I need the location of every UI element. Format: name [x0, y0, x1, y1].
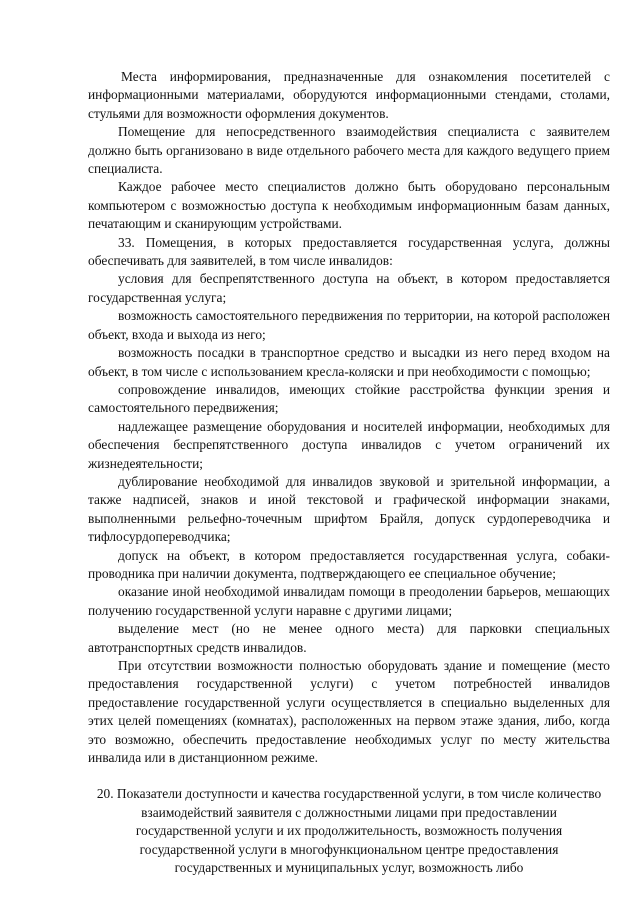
- list-item-duplication: дублирование необходимой для инвалидов звуковой и зрительной информации, а также надписей, знаков и иной текстовой и графической информации знаками, выполненными рельефно-точечным шрифтом Брайля, допуск сурдопереводчика и тифлосурдопереводчика;: [88, 473, 610, 545]
- paragraph-item-33: 33. Помещения, в которых предоставляется государственная услуга, должны обеспечивать для заявителей, в том числе инвалидов:: [88, 234, 610, 269]
- list-item-equipment-placement: надлежащее размещение оборудования и носителей информации, необходимых для обеспечения беспрепятственного доступа инвалидов с учетом ограничений их жизнедеятельности;: [88, 418, 610, 471]
- list-item-guide-dog: допуск на объект, в котором предоставляется государственная услуга, собаки-проводника при наличии документа, подтверждающего ее специальное обучение;: [88, 547, 610, 581]
- paragraph-alternative: При отсутствии возможности полностью оборудовать здание и помещение (место предоставления государственной услуги) с учетом потребностей инвалидов предоставление государственной услуги осуществляется в специально выделенных для этих целей помещениях (комнатах), расположенных на первом этаже здания, либо, когда это возможно, обеспечить предоставление необходимых услуг по месту жительства инвалида или в дистанционном режиме.: [88, 658, 610, 766]
- list-item-movement: возможность самостоятельного передвижения по территории, на которой расположен объект, входа и выхода из него;: [88, 308, 610, 342]
- paragraph-workplace: Каждое рабочее место специалистов должно быть оборудовано персональным компьютером с возможностью доступа к необходимым информационным базам данных, печатающим и сканирующим устройствами.: [88, 179, 610, 232]
- list-item-escort: сопровождение инвалидов, имеющих стойкие расстройства функции зрения и самостоятельного передвижения;: [88, 381, 610, 416]
- paragraph-info-places: Места информирования, предназначенные для ознакомления посетителей с информационными материалами, оборудуются информационными стендами, столами, стульями для возможности оформления документов.: [88, 69, 610, 121]
- paragraph-interaction-room: Помещение для непосредственного взаимодействия специалиста с заявителем должно быть организовано в виде отдельного рабочего места для каждого ведущего прием специалиста.: [88, 124, 610, 177]
- list-item-parking: выделение мест (но не менее одного места) для парковки специальных автотранспортных средств инвалидов.: [88, 621, 610, 655]
- list-item-other-help: оказание иной необходимой инвалидам помощи в преодолении барьеров, мешающих получению государственной услуги наравне с другими лицами;: [88, 584, 610, 618]
- section-heading-20: 20. Показатели доступности и качества государственной услуги, в том числе количество взаимодействий заявителя с должностными лицами при предоставлении государственной услуги и их продолжительность, возможность получения государственной услуги в многофункциональном центре предоставления государственных и муниципальных услуг, возможность либо: [96, 786, 602, 876]
- list-item-boarding: возможность посадки в транспортное средство и высадки из него перед входом на объект, в том числе с использованием кресла-коляски и при необходимости с помощью;: [88, 345, 610, 379]
- list-item-access-conditions: условия для беспрепятственного доступа на объект, в котором предоставляется государственная услуга;: [88, 271, 610, 305]
- document-page: [88, 68, 610, 877]
